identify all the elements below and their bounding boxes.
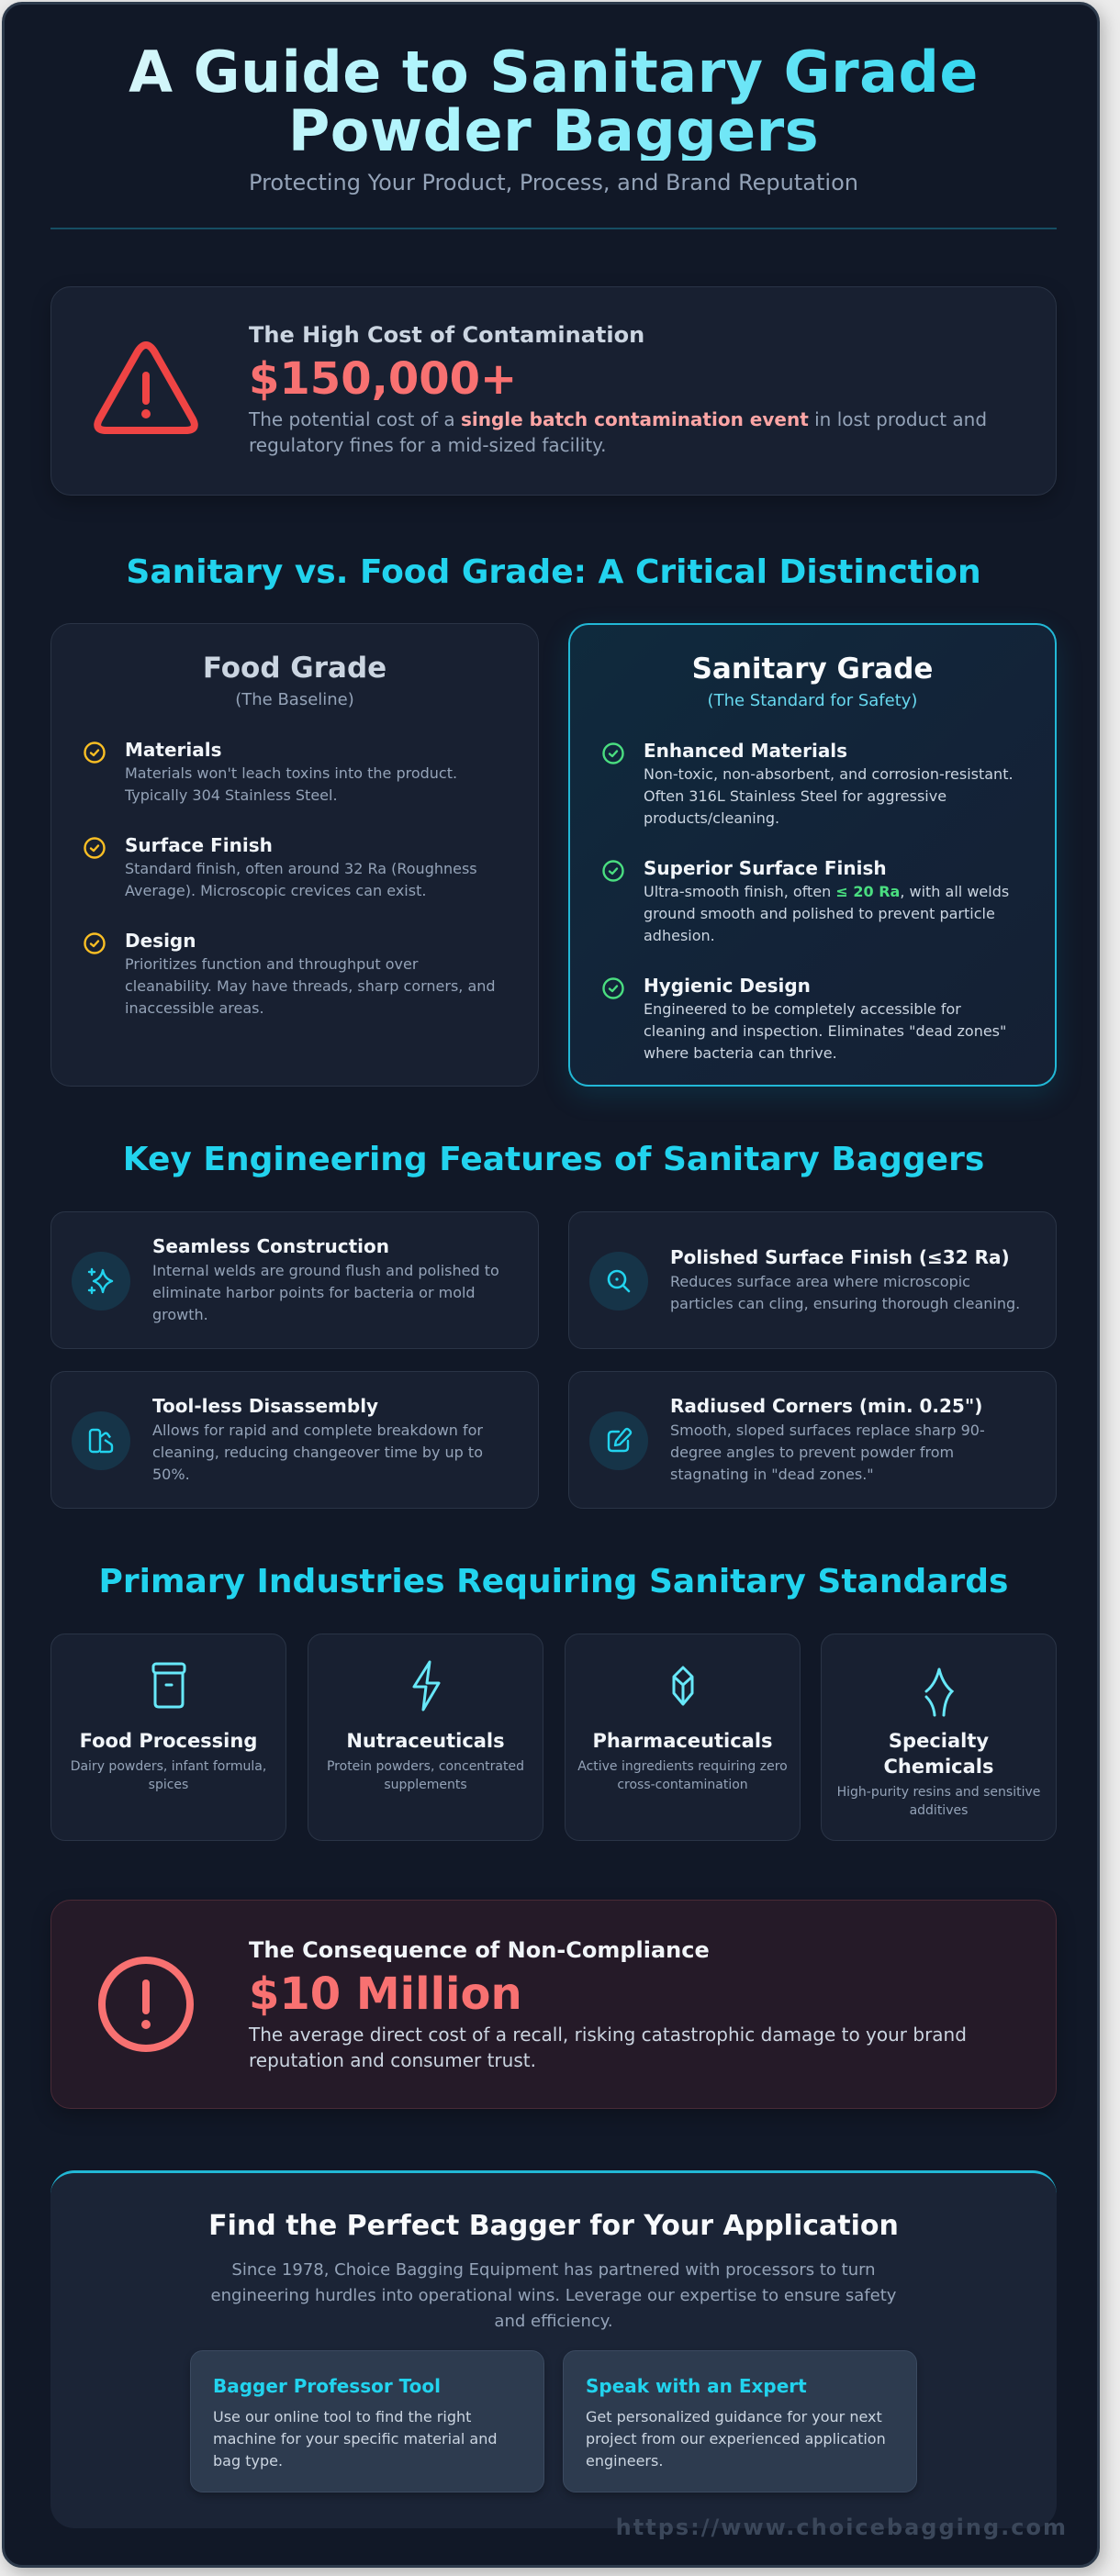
feature-description: Reduces surface area where microscopic particles can cling, ensuring thorough cleaning. [670, 1273, 1021, 1312]
industry-description: High-purity resins and sensitive additives [836, 1785, 1041, 1818]
comparison-section-title: Sanitary vs. Food Grade: A Critical Distinction [126, 553, 981, 591]
contamination-stat-card [50, 286, 1057, 496]
feature-title: Polished Surface Finish (≤32 Ra) [670, 1246, 1010, 1268]
title-line-2: Powder Baggers [287, 97, 820, 164]
industry-body [61, 1728, 276, 1794]
cta-card-description: Use our online tool to find the right machine for your specific material and bag type. [213, 2408, 498, 2470]
noncompliance-stat-card [50, 1900, 1057, 2109]
feature-text [152, 1394, 518, 1486]
cta-section [50, 2170, 1057, 2528]
item-description: Prioritizes function and throughput over cleanability. May have threads, sharp corners, and inaccessible areas. [125, 955, 496, 1017]
infographic-frame [2, 2, 1100, 2568]
check-circle-icon [83, 931, 108, 1020]
cta-title: Find the Perfect Bagger for Your Application [208, 2210, 899, 2242]
list-item [83, 739, 507, 807]
industry-card-food [50, 1634, 286, 1841]
feature-card-seamless [50, 1211, 539, 1349]
item-title: Surface Finish [125, 834, 273, 856]
industry-body [831, 1728, 1047, 1820]
bagger-professor-tool-card[interactable] [190, 2350, 544, 2492]
ra-highlight: ≤ 20 Ra [835, 883, 901, 900]
sanitary-grade-card [568, 623, 1057, 1087]
item-title: Superior Surface Finish [644, 857, 887, 879]
industry-card-nutraceuticals [308, 1634, 543, 1841]
list-item [601, 975, 1024, 1065]
industry-description: Active ingredients requiring zero cross-contamination [577, 1759, 788, 1792]
feature-description: Smooth, sloped surfaces replace sharp 90-degree angles to prevent powder from stagnating in "dead zones." [670, 1422, 985, 1483]
list-item [83, 834, 507, 902]
feature-description: Allows for rapid and complete breakdown for cleaning, reducing changeover time by up to 50%. [152, 1422, 484, 1483]
item-description: Non-toxic, non-absorbent, and corrosion-resistant. Often 316L Stainless Steel for aggressive products/cleaning. [644, 765, 1014, 827]
feature-text [670, 1245, 1036, 1315]
food-grade-title: Food Grade [202, 652, 387, 685]
container-icon [51, 1660, 286, 1712]
food-grade-subtitle: (The Baseline) [235, 690, 354, 709]
feature-title: Seamless Construction [152, 1235, 389, 1257]
industry-card-chemicals [821, 1634, 1057, 1841]
stat-highlight: single batch contamination event [460, 408, 809, 430]
check-circle-icon [83, 741, 108, 807]
industry-description: Protein powders, concentrated supplements [326, 1759, 524, 1792]
magnifier-icon [589, 1252, 648, 1310]
page-title [50, 39, 1057, 164]
feature-title: Tool-less Disassembly [152, 1395, 379, 1417]
feature-title: Radiused Corners (min. 0.25") [670, 1395, 983, 1417]
industry-title: Pharmaceuticals [592, 1730, 773, 1752]
stat-value: $150,000+ [249, 353, 518, 405]
item-title: Hygienic Design [644, 975, 811, 997]
sparkle-star-icon [822, 1666, 1056, 1717]
industry-description: Dairy powders, infant formula, spices [70, 1759, 267, 1792]
item-description: Ultra-smooth finish, often ≤ 20 Ra, with all welds ground smooth and polished to prevent particle adhesion. [644, 883, 1010, 944]
industry-body [318, 1728, 533, 1794]
stat-value: $10 Million [249, 1968, 522, 2020]
food-grade-card [50, 623, 539, 1087]
item-title: Design [125, 930, 196, 952]
lightning-icon [308, 1660, 543, 1712]
stat-description: The potential cost of a single batch contamination event in lost product and regulatory fines for a mid-sized facility. [249, 408, 988, 456]
list-item [601, 740, 1024, 830]
website-watermark: https://www.choicebagging.com [615, 2515, 1068, 2540]
sparkles-icon [72, 1252, 130, 1310]
sanitary-grade-list [601, 740, 1024, 1065]
item-description: Engineered to be completely accessible for cleaning and inspection. Eliminates "dead zones" where bacteria can thrive. [644, 1000, 1007, 1062]
edit-square-icon [589, 1411, 648, 1470]
speak-with-expert-card[interactable] [563, 2350, 917, 2492]
industry-title: Nutraceuticals [346, 1730, 505, 1752]
header-divider [50, 228, 1057, 229]
cta-description: Since 1978, Choice Bagging Equipment has partnered with processors to turn engineering hurdles into operational wins. Leverage our expertise to ensure safety and efficiency. [210, 2260, 897, 2331]
swatch-book-icon [72, 1411, 130, 1470]
industry-title: Specialty Chemicals [883, 1730, 994, 1778]
check-circle-icon [83, 836, 108, 902]
feature-text [670, 1394, 1036, 1486]
sanitary-grade-title: Sanitary Grade [691, 652, 934, 686]
stat-description: The average direct cost of a recall, risking catastrophic damage to your brand reputation and consumer trust. [249, 2024, 967, 2071]
warning-triangle-icon [94, 340, 198, 440]
cube-icon [566, 1660, 800, 1712]
item-title: Materials [125, 739, 222, 761]
feature-card-toolless [50, 1371, 539, 1509]
title-line-1: A Guide to Sanitary Grade [129, 39, 979, 106]
item-title: Enhanced Materials [644, 740, 848, 762]
sanitary-grade-subtitle: (The Standard for Safety) [707, 691, 918, 710]
stat-heading: The High Cost of Contamination [249, 322, 645, 348]
cta-card-title[interactable]: Speak with an Expert [586, 2375, 807, 2397]
item-description: Standard finish, often around 32 Ra (Roughness Average). Microscopic crevices can exist. [125, 860, 477, 899]
feature-card-polished [568, 1211, 1057, 1349]
stat-heading: The Consequence of Non-Compliance [249, 1937, 710, 1963]
industry-title: Food Processing [79, 1730, 258, 1752]
industry-card-pharmaceuticals [565, 1634, 801, 1841]
check-circle-icon [601, 859, 627, 947]
list-item [83, 930, 507, 1020]
check-circle-icon [601, 742, 627, 830]
page-subtitle: Protecting Your Product, Process, and Brand Reputation [249, 170, 858, 195]
features-section-title: Key Engineering Features of Sanitary Baggers [122, 1141, 985, 1178]
cta-card-title[interactable]: Bagger Professor Tool [213, 2375, 441, 2397]
alert-circle-icon [97, 1956, 195, 2057]
list-item [601, 857, 1024, 947]
noncompliance-stat-body [249, 1937, 1019, 2073]
check-circle-icon [601, 976, 627, 1065]
industries-section-title: Primary Industries Requiring Sanitary Standards [98, 1563, 1009, 1600]
industry-body [575, 1728, 790, 1794]
feature-text [152, 1234, 518, 1326]
contamination-stat-body [249, 322, 1019, 458]
cta-card-description: Get personalized guidance for your next project from our experienced application engineers. [586, 2408, 886, 2470]
feature-description: Internal welds are ground flush and polished to eliminate harbor points for bacteria or mold growth. [152, 1262, 499, 1323]
item-description: Materials won't leach toxins into the product. Typically 304 Stainless Steel. [125, 764, 458, 804]
feature-card-radiused [568, 1371, 1057, 1509]
food-grade-list [83, 739, 507, 1020]
